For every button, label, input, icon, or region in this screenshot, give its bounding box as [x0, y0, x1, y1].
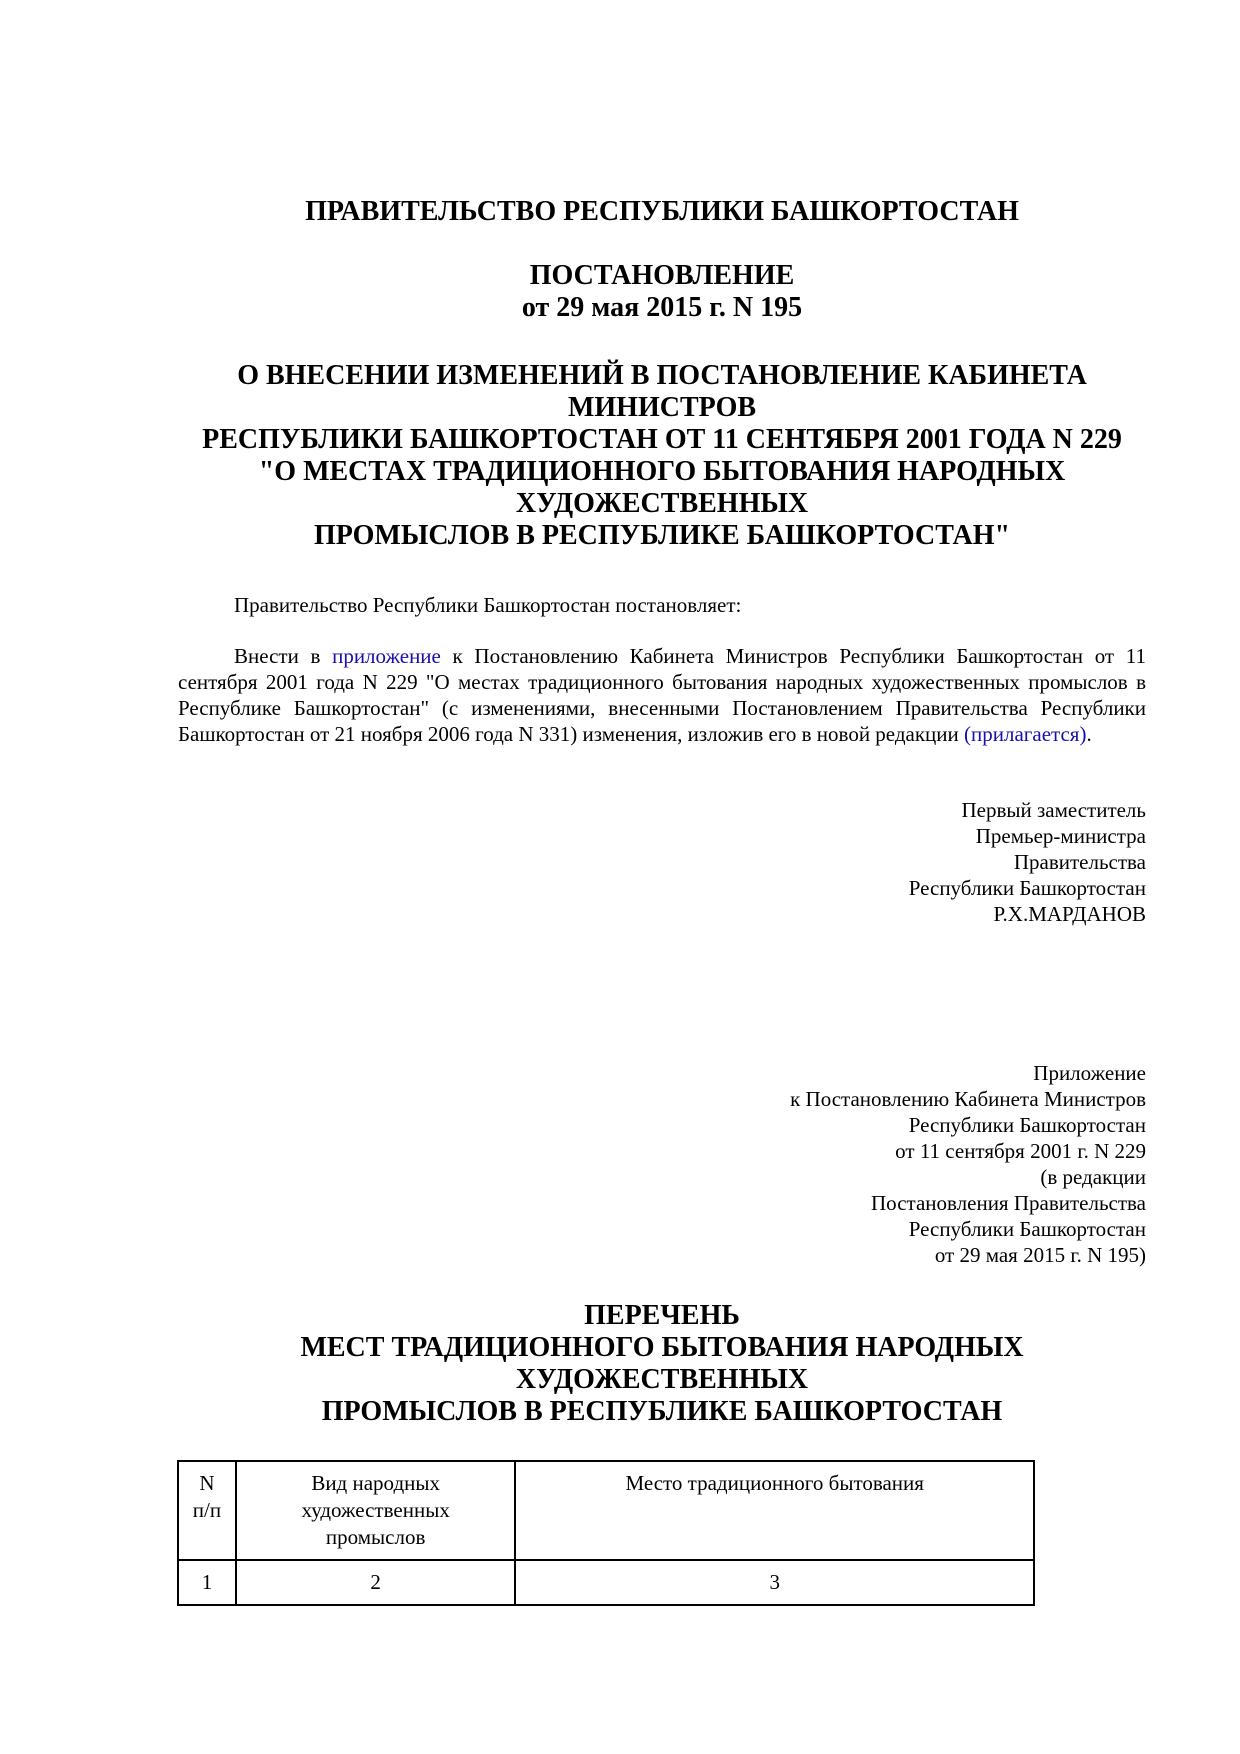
header-text: Место традиционного бытования [625, 1471, 924, 1495]
header-text: N [199, 1471, 215, 1495]
paragraph-text: . [1086, 722, 1092, 746]
header-text: п/п [192, 1498, 222, 1522]
header-text: промыслов [325, 1525, 426, 1549]
appendix-link[interactable]: приложение [332, 644, 441, 668]
appendix-line: Республики Башкортостан [908, 1113, 1146, 1137]
document-date-number: от 29 мая 2015 г. N 195 [521, 292, 803, 323]
appendix-line: Приложение [1033, 1061, 1146, 1085]
list-title-line: ХУДОЖЕСТВЕННЫХ [515, 1364, 809, 1395]
signature-line: Республики Башкортостан [908, 876, 1146, 900]
title-line: О ВНЕСЕНИИ ИЗМЕНЕНИЙ В ПОСТАНОВЛЕНИЕ КАБИНЕТА [237, 360, 1087, 391]
header-cell-place [515, 1461, 1034, 1560]
appendix-line: от 29 мая 2015 г. N 195) [934, 1243, 1146, 1267]
signature-line: Правительства [1013, 850, 1146, 874]
document-type-heading [178, 260, 1146, 324]
list-title-line: ПРОМЫСЛОВ В РЕСПУБЛИКЕ БАШКОРТОСТАН [321, 1396, 1003, 1427]
paragraph-text: к Постановлению Кабинета Министров Республики Башкортостан от 11 сентября 2001 года N 229 "О местах традиционного бытования народных художественных промыслов в Республике Башкортостан" (с изменениями, внесенными Постановлением Правительства Республики Башкортостан от 21 ноября 2006 года N 331) изменения, изложив его в новой редакции [178, 644, 1146, 746]
list-title [178, 1300, 1146, 1428]
title-line: "О МЕСТАХ ТРАДИЦИОННОГО БЫТОВАНИЯ НАРОДНЫХ [258, 456, 1066, 487]
appendix-line: от 11 сентября 2001 г. N 229 [895, 1139, 1146, 1163]
table-cell: 3 [515, 1560, 1034, 1605]
attached-link[interactable]: (прилагается) [964, 722, 1087, 746]
signature-line: Р.Х.МАРДАНОВ [993, 902, 1146, 926]
preamble-paragraph [178, 592, 1146, 618]
title-line: ПРОМЫСЛОВ В РЕСПУБЛИКЕ БАШКОРТОСТАН" [313, 520, 1011, 551]
title-line: РЕСПУБЛИКИ БАШКОРТОСТАН ОТ 11 СЕНТЯБРЯ 2001 ГОДА N 229 [202, 424, 1122, 455]
document-type: ПОСТАНОВЛЕНИЕ [529, 260, 795, 291]
government-heading [178, 196, 1146, 228]
header-cell-craft-type [236, 1461, 516, 1560]
list-title-line: МЕСТ ТРАДИЦИОННОГО БЫТОВАНИЯ НАРОДНЫХ [300, 1332, 1024, 1363]
list-title-line: ПЕРЕЧЕНЬ [584, 1300, 740, 1331]
header-text: Вид народных [311, 1471, 440, 1495]
table-cell: 2 [236, 1560, 516, 1605]
places-table [177, 1460, 1035, 1606]
main-paragraph [178, 643, 1146, 747]
appendix-line: к Постановлению Кабинета Министров [790, 1087, 1146, 1111]
government-name: ПРАВИТЕЛЬСТВО РЕСПУБЛИКИ БАШКОРТОСТАН [305, 196, 1019, 227]
document-title [178, 360, 1146, 552]
preamble-text: Правительство Республики Башкортостан постановляет: [234, 593, 742, 617]
signature-block [178, 797, 1146, 927]
table-header-row [178, 1461, 1034, 1560]
paragraph-text: Внести в [234, 644, 333, 668]
signature-line: Первый заместитель [961, 798, 1146, 822]
header-text: художественных [301, 1498, 450, 1522]
appendix-block [178, 1060, 1146, 1268]
appendix-line: (в редакции [1040, 1165, 1146, 1189]
title-line: МИНИСТРОВ [567, 392, 757, 423]
signature-line: Премьер-министра [975, 824, 1146, 848]
table-cell: 1 [178, 1560, 236, 1605]
title-line: ХУДОЖЕСТВЕННЫХ [515, 488, 809, 519]
table-numbering-row [178, 1560, 1034, 1605]
header-cell-number [178, 1461, 236, 1560]
appendix-line: Республики Башкортостан [908, 1217, 1146, 1241]
appendix-line: Постановления Правительства [871, 1191, 1146, 1215]
